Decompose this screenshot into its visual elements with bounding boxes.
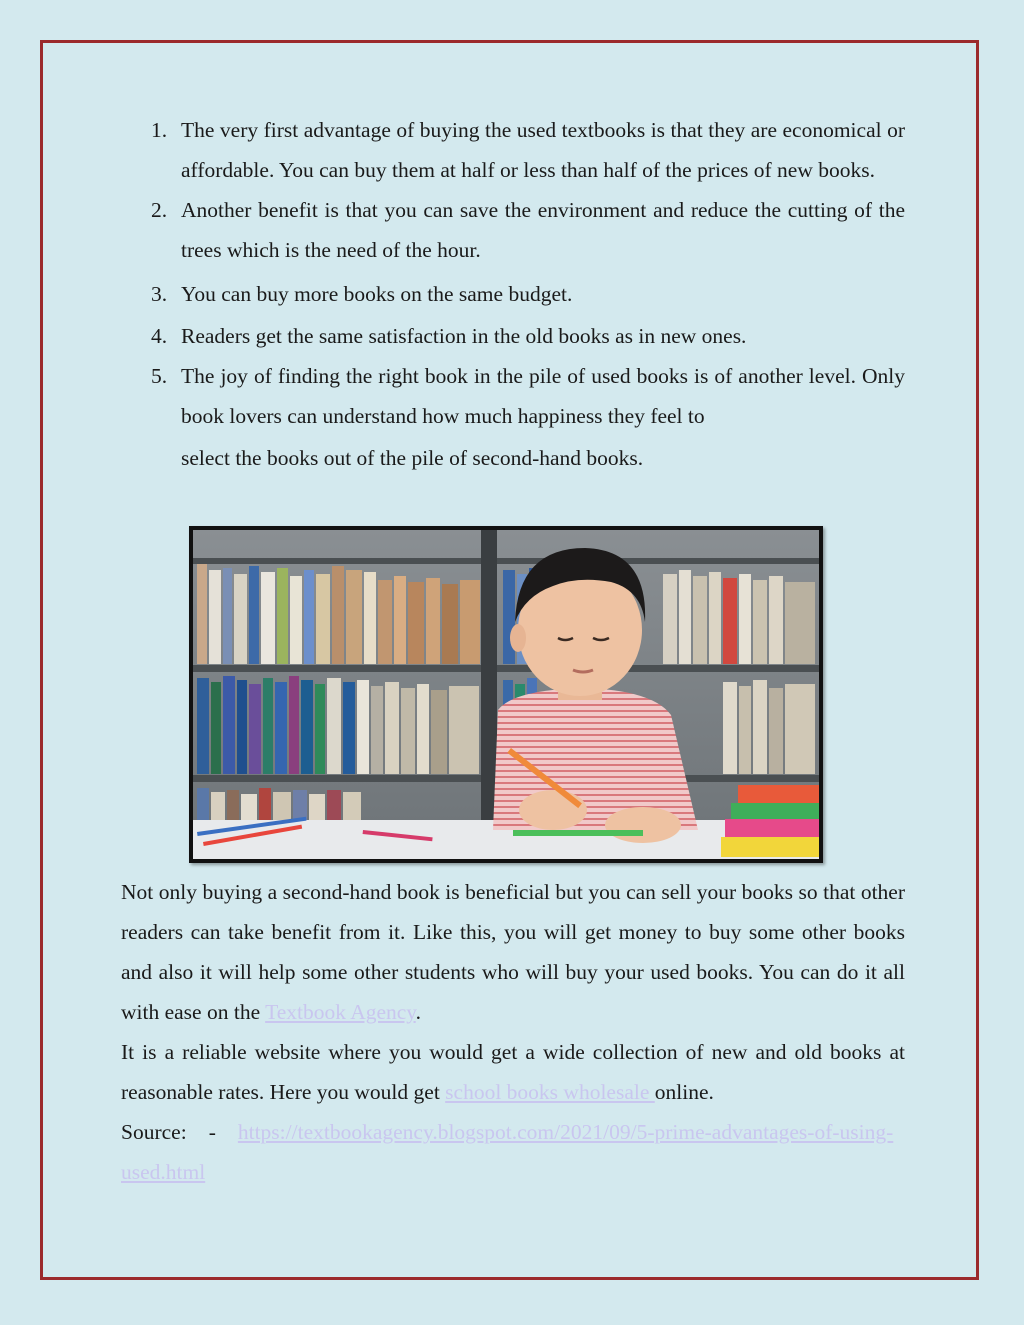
list-item xyxy=(151,316,905,356)
child-reading-library-photo xyxy=(189,526,823,863)
source-label: Source: xyxy=(121,1120,187,1144)
list-item-text: The very first advantage of buying the used textbooks is that they are economical or affordable. You can buy them at half or less than half of the prices of new books. xyxy=(181,118,905,182)
source-line xyxy=(121,1112,905,1192)
list-number: 5. xyxy=(151,364,168,388)
list-item-text: The joy of finding the right book in the pile of used books is of another level. Only book lovers can understand how much happiness they feel to xyxy=(181,364,905,428)
paragraph-end: online. xyxy=(654,1080,714,1104)
list-number: 1. xyxy=(151,118,168,142)
paragraph-website xyxy=(121,1032,905,1112)
list-item xyxy=(151,356,905,478)
paragraph-end: . xyxy=(415,1000,422,1024)
paragraph-text: It is a reliable website where you would get a wide collection of new and old books at reasonable rates. Here you would get xyxy=(121,1040,905,1104)
source-dash: - xyxy=(208,1120,216,1144)
advantages-list xyxy=(151,110,905,478)
photo-illustration xyxy=(193,530,819,859)
paragraph-text: Not only buying a second-hand book is beneficial but you can sell your books so that other readers can take benefit from it. Like this, you will get money to buy some other books and also it will help some other students who will buy your used books. You can do it all with ease on the xyxy=(121,880,905,1024)
list-item xyxy=(151,190,905,270)
list-number: 4. xyxy=(151,324,168,348)
list-item xyxy=(151,274,905,314)
source-url-link[interactable]: https://textbookagency.blogspot.com/2021/09/5-prime-advantages-of-using-used.html xyxy=(121,1120,894,1184)
list-item-text: You can buy more books on the same budget. xyxy=(181,282,573,306)
paragraph-sell-books xyxy=(121,872,905,1032)
list-number: 3. xyxy=(151,282,168,306)
list-number: 2. xyxy=(151,198,168,222)
list-item xyxy=(151,110,905,190)
school-books-wholesale-link[interactable]: school books wholesale xyxy=(445,1080,655,1104)
list-item-text: Readers get the same satisfaction in the old books as in new ones. xyxy=(181,324,747,348)
list-item-text: Another benefit is that you can save the environment and reduce the cutting of the trees which is the need of the hour. xyxy=(181,198,905,262)
list-item-text-end: select the books out of the pile of second-hand books. xyxy=(181,446,644,470)
shelf-post xyxy=(481,530,497,830)
textbook-agency-link[interactable]: Textbook Agency xyxy=(265,1000,416,1024)
